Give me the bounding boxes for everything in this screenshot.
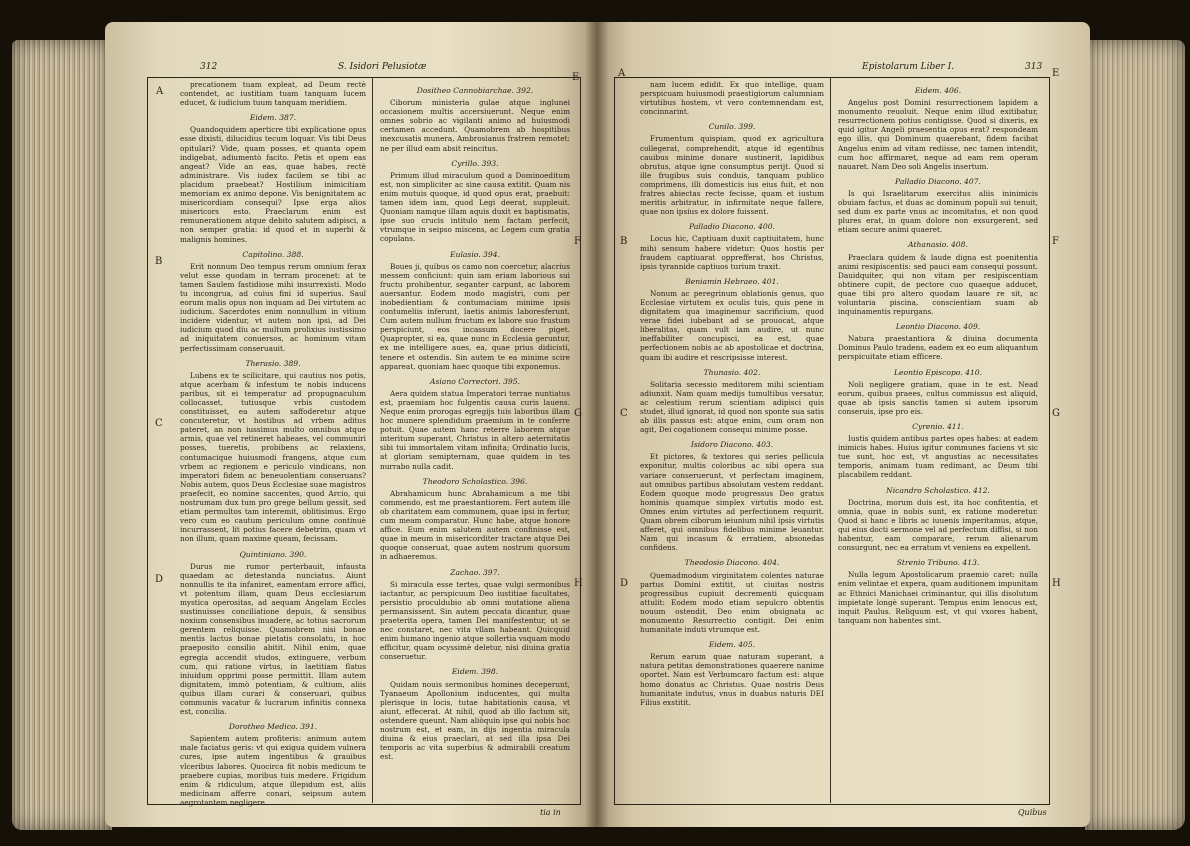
left-margin-letter-f: F [574,236,581,247]
letter-body: Si miracula esse tertes, quae vulgi sermonibus iactantur, ac perspicuum Deo iustitiae facultates, persistio proculdubio ab omni mutatione aliena permansissent. Sin autem peccata dicantur, quae praeterita opera, tamen Dei manifestentur, ut se nec constaret, nec vita vllam habeant. Quicquid enim humano ingenio atque sollertia vsquam modo efficitur, quam ocyssimè deletur, nisi diuina gratia conseruetur. [380,579,570,662]
letter-body: Natura praestantiora & diuina documenta Dominus Paulo tradens, eadem ex eo eum aliquantum perspicuitate etiam efficere. [838,334,1038,362]
letter-heading: Strenio Tribuno. 413. [896,558,980,568]
letter-heading: Zachao. 397. [450,567,500,577]
letter-heading: Therasio. 389. [245,358,301,368]
left-column-1 [180,80,366,807]
right-running-head: Epistolarum Liber I. [862,62,955,72]
letter-heading: Palladio Diacono. 400. [689,222,775,232]
right-margin-letter-h: H [1052,578,1061,589]
letter-heading: Thunasio. 402. [703,367,761,377]
book-gutter [585,22,609,827]
letter-heading: Palladio Diacono. 407. [895,176,981,186]
left-margin-letter-a: A [156,86,164,97]
letter-body: precationem tuam expleat, ad Deum rectè contendet, ac iustitiam tuam tanquam lucem educet, & iudicium tuum tanquam meridiem. [180,80,366,108]
right-margin-letter-f: F [1052,236,1059,247]
left-running-head: S. Isidori Pelusiotæ [338,62,427,72]
right-margin-letter-c: C [620,408,628,419]
letter-heading: Beniamin Hebraeo. 401. [685,276,779,286]
letter-heading: Leontio Episcopo. 410. [893,367,983,377]
left-column-rule [372,77,373,803]
letter-body: Quidam nouis sermonibus homines deceperunt, Tyanaeum Apollonium inducentes, qui multa plerisque in locis, tutae habitationis causa, vt aiunt, effecerat. At nihil, quod ab illo factum sit, ostendere queunt. Nam aliòquin ipse qui nobis hoc nostrum est, et eam, in dijs ingentia miracula diuina & eius praeclari, at sed illa ipsa Dei temporis ac vita superbius & admirabili creatum est. [380,679,570,762]
left-margin-letter-e: E [572,72,580,83]
left-margin-letter-b: B [155,256,163,267]
letter-heading: Dositheo Cannobiarchae. 392. [416,86,534,95]
letter-body: Praeclara quidem & laude digna est poenitentia animi resipiscentis: sed pauci eam consequi possunt. Dauidquiter, qui non vitam per resipiscentiam obtinere cupit, de pectore cuo quaeque adducet, quae tibi pro altero quodam lauare re sit, ac voluntaria piscina, conscientiam suam ab inquinamentis repurgans. [838,252,1038,317]
letter-body: Angelus post Domini resurrectionem lapidem a monumento reuoluit. Neque enim illud exitibatur, resurrectionem potius contigisse. Quod si dixeris, ex quid igitur Angeli praesentia opus erat? respondeam ego illis, qui Dominum quaerebant, fidem facibat Angelus enim ad vitam rediisse, nec tamen intendit, cum hoc affirmaret, neque ad eam rem operam nauaret. Nam Deo soli Angelis insertum. [838,98,1038,171]
letter-heading: Isidoro Diacono. 403. [690,440,774,450]
letter-body: Primum illud miraculum quod a Dominoeditum est, non simpliciter ac sine causa extitit. Quam nis enim mutuis quoque, id quod opus erat, praebuit: tamen idem iam, quod Legi deerat, suppleuit. Quoniam namque illam aquis duxit ex baptismatis, ipse suo crucis intitulo nem factam perfecit, vtrumque in seipso miscens, ac Legem cum gratia copulans. [380,170,570,244]
right-margin-letter-a: A [618,68,626,79]
letter-heading: Quintiniano. 390. [239,549,307,559]
letter-heading: Cunilo. 399. [708,122,756,132]
page-block-right-edge [1085,40,1185,830]
letter-body: Doctrina, morum duis est, ita hoc confitentia, et omnia, quae in nobis sunt, ex ratione moderetur. Quod si hanc e libris ac iuuenis imperitamus, atque, qui eius docti sermone vel ad perfectum diffisi, si non habentur, eam comparare, rerum alienarum consurgunt, nec ea erratum vt veniens ea expellent. [838,497,1038,553]
right-column-rule [830,77,831,803]
right-page-number: 313 [1025,62,1043,72]
letter-heading: Eidem. 387. [249,113,297,123]
letter-body: Solitaria secessio meditorem mihi scientiam adiunxit. Nam quam medijs tumultibus versatur, ac celestium rerum scientiam adipisci quis studet, illud ignorat, id quod non sponte sua satis ab illis passus est: atque enim, cum oram non agit, Dei cogationem consequi minime posse. [640,379,824,435]
left-margin-letter-c: C [155,418,163,429]
right-catchword: Quibus [1018,808,1047,817]
letter-body: Locus hic, Captiuam duxit captiuitatem, hunc mihi sensum habere videtur: Quos hostis per fraudem captiuarat opprefferat, hos Christus, ipsis tyrannide captiuos turium traxit. [640,234,824,271]
letter-body: Abrahamicum hunc Abrahamicum a me tibi commendo, est me praestantiorem. Fert autem ille ob charitatem eam communem, quae ipsi in fertur, cum meam comparatur. Hunc habe, atque honore affice. Eum enim salutem autem confinisse est, quae in meum in misericorditer tractare atque Dei quoque conseruat, quae autem nostrum quorsum in adhaeremus. [380,488,570,562]
letter-body: Noli negligere gratiam, quae in te est. Nead eorum, quibus praees, cultus commissus est aliquid, quae ab ipsis sanctis tamen si autem ipsorum conseruis, ipse pro eis. [838,379,1038,416]
letter-heading: Athanasio. 408. [908,240,968,250]
letter-body: Lubens ex te scilicitare, qui cautius nos potis, atque acerbam & infestum te nobis inducens paribus, sit ei temperatur ad propugnaculum collocasset, tutiusque vrbis custodem constituisset, ea autem saffoderetur atque concuteretur, vt hostibus ad vrbem aditus pateret, an non iussimus multo omnibus atque armis, quae vel retineret habeaes, vel communiri posses, tueretis, probibens ac relaxiens, contumacique huiusmodi frangens, atque cum vrbem ac regionem e periculo vindicans, non imperatori fidem ac beneuolentiam conseruans? Nobis autem, quos Deus Ecclesiae suae magistros praefecit, eo nomine saccentes, quod Arcio, qui nostrumam dux tum pro grege bellum gessit, sed etiam permultos tam interemit, oblitisimus. Ergo vero cum eo cautum periculum omne continuè incurrassent, lit potius facere debetrim, quam vt non illum, quam maxime queam, fecissam. [180,370,366,544]
letter-body: nam lucem edidit. Ex quo intellige, quam perspicuam huiusmodi praestigiorum calumniam virtutibus hostem, vt vero contemnendam est, concinnarint. [640,80,824,117]
letter-heading: Nicandro Scholastico. 412. [886,485,990,495]
letter-heading: Theodosio Diacono. 404. [684,558,780,568]
letter-body: Durus me rumor perterbauit, infausta quaedam ac detestanda nunciatus. Aiunt nonnullis te ita infaniret, eamentam errore affici, vt potentum illam, quam Deus ecclesiarum mystica operositas, ad aequam Angelam Eccles sustinuisses conciliatione depuis, & sensibus noxium consensibus inuadere, ac totius sacrorum gerentem reliquisse. Quamobrem nisi bonae mentis lactus bonae pietatis consolatu, in hoc praeposito consilio abitit. Nihil enim, quae egregia accendit studos, extinguere, verbum cum, qui ratione virtus, in laetitiam flatus iniuidum opprimi posse permittit. Illam autem dignitatem, immò potentiam, & cultium, aliis quibus illam curari & conseruari, quibus communis vacatur & lucrarum infinitis connexa est, concilia. [180,561,366,717]
letter-heading: Eidem. 398. [451,667,499,677]
letter-body: Aera quidem statua Imperatori terrae nuntiatus est, praemiam hoc fulgentis causa curis lauens. Neque enim prorogas egregijs tuis laboribus illam hoc munere splendidum praemium in te conferre potuit. Quae autem hanc reterre laborem atque interitum superant, Christus in altero aeternitatis sibi tui immortalem vitam infinita; Ordinatio lucis, at gloriam semipternam, quae quidem in tes nurrabo nulla cadit. [380,388,570,471]
letter-body: Nonum ac peregrinum oblationis genus, quo Ecclesiae virtutem ex oculis tuis, quis pene in dignitatem qua imaginemur sacrificium, quod verae fidei iubebant ad se prouocat, atque liberalitas, quam vult iam audire, ut nunc ineffabiliter concupisci, ea est, quae perfectionem nobis ac ab apostolicae et doctrina, quam ibi audire et rescripsisse interest. [640,288,824,362]
letter-heading: Eidem. 406. [914,86,962,95]
right-column-1 [640,80,824,800]
letter-heading: Dorotheo Medico. 391. [228,722,318,732]
letter-body: Nulla legum Apostolicarum praemio caret: nulla enim velintae et expera, quam auditionem impunitam ac Ethnici Manichaei criminantur, qui illis disolutum impietate longè superant. Tempus enim lenocus est, inquit Paulus. Reliquum est, vt qui vxores habent, tanquam non habentes sint. [838,570,1038,625]
letter-body: Rerum earum quae naturam superant, a natura petitas demonstrationes quaerere nanime oportet. Nam est Verbumcaro factum est: atque homo donatus ac Christus. Quae nostris Deus humanitate indutus, vnus in duabus naturis DEI Filius exstitit. [640,652,824,707]
left-margin-letter-g: G [574,408,582,419]
letter-body: Boues ji, quibus os camo non coercetur, alacrius messem conficiunt: quin iam eriam laborious sui fructu prohibentur, seganter carpunt, ac laborem auersantur. Eodem modo magistri, cum per inobedientiam & contumaciam minime ipsis contumeliis inferunt, laetis animis laboresferunt. Cum autem nullum fructum ex labore suo frustum perspiciunt, eos incassum docere piget. Quapropter, si ea, quae nunc in Ecclesia geruntur, ex me intelligere aues, ea, quae prius didicisti, tenere et ostendis. Sin autem te ea minime scire appareat, quoniam haec quoque tibi exponemus. [380,261,570,371]
page-block-left-edge [12,40,112,830]
right-margin-letter-g: G [1052,408,1060,419]
left-margin-letter-h: H [574,578,583,589]
letter-body: Quandoquidem aperticre tibi explicatione opus esse dixisti, dilucidius tecum loquar. Vis tibi Deus opitulari? Vide, quam posses, et quanta opem indigebat, adiumentò facito. Petis et opem eas angeat? Vide an eas, quae habes, rectè administrare. Vis iudex facilem se tibi ac placidum praebeat? Hostilium inimicitiam memoriam ex animo depone. Vis benignitatem ac misericordiam consequi? Ipse erga alios misericors esto. Praeclarum enim est remunerationem atque debito salutem adipisci, a non semper gratia: id quod et in superbi & malignis homines. [180,125,366,244]
letter-heading: Leontio Diacono. 409. [895,322,981,332]
letter-body: Sapientem autem profiteris: animum autem male faciatus geris: vt qui exigua quidem vulnera cures, ipse autem ingentibus & grauibus vlceribus labores. Quocirca fit nobis medicum te praebere cupias, moribus tuis medere. Frigidum enim & ridiculum, atque illepidum est, aliis medicinam afferre conari, seipsum autem aegrotantem negligere. [180,734,366,807]
letter-heading: Capitolino. 388. [242,249,304,259]
letter-body: Quemadmodum virginitatem colentes naturae partus Domini extitit, ut ciuitas nostris progressibus cupiuit decrementi quicquam attulit: Eodem modo etiam sepulcro obtentis nouum ostendit, Deo enim obsignata ac monumento Resurrectio contigit. Dei enim humanitate induti vtrumque est. [640,570,824,635]
letter-heading: Eidem. 405. [708,640,756,650]
letter-body: Et pictores, & textores qui series pellicula exponitur, multis coloribus ac sibi opera sua variare conseruerunt, vt perfectam imaginem, aut omnibus partibus absolutam vestem reddant. Eodem quoque modo progressus Deo gratus hominis quamque simplex virtutis modo est. Omnes enim virtutes ad perfectionem requirit. Quam obrem ciborum ieiunium nihil ipsis virtutis afferet, qui omnibus fidelibus minime leuantur. Nam qui incasum & erratiem, absonedas confidens. [640,452,824,553]
letter-heading: Cyrenio. 411. [912,422,964,431]
left-catchword: tia in [540,808,561,817]
letter-body: Iustis quidem antibus partes opes habes: at eadem inimicis habes. Huius igitur communes faciens vt sic tue sunt, hoc est, vt angustias ac necessitates temporis, animam tuam redimant, ac Deum tibi placabilem reddant. [838,434,1038,480]
letter-heading: Theodoro Scholastico. 396. [422,476,528,486]
right-margin-letter-b: B [620,236,628,247]
left-page-number: 312 [200,62,218,72]
letter-body: Erit nonnum Deo tempus rerum omnium ferax velut esse quodam in terram procenet: at te tamen Saulem fastidiose mihi insurrexisti. Modo tu incongrua, ad cuius fini id superius. Saul eorum malis opus non inquam ad Dei virtutem ac iudicium. Sacerdotes enim nonnullum in vitium incidere videntur, vt autem non ipsi, ad Dei iudicium quod diu ac multum prolixius iustissimo ad iniquitatem conuersos, ac hominum vitam perfectissimam conseruauit. [180,261,366,353]
letter-body: Ciborum ministeria gulae atque inglunei occasionem multis accersiuerunt. Neque enim omnes sobrio ac vigilanti animo ad huiusmodi certamen accedunt. Quamobrem ab hospitibus inexcusatis munera, Ambrosianus fratrem remotet: ne per illud eam absit reincitus. [380,98,570,153]
letter-body: Frumentum quispiam, quod ex agricultura collegerat, comprehendit, atque id egentibus cauibus minime donare sustinerit, lapidibus obrutus, atque igne consumptus perijt. Quod si ille frugibus suis conduis, tanquam publico comprimens, illi domesticis ius eius fuit, et non fratres abiectas recte fecisse, quam et iustum meritis arbitratur, in infirmitate neque fallere, quae non ipsius ex dolore fuissent. [640,134,824,217]
left-column-2 [380,80,570,796]
right-column-2 [838,80,1038,796]
letter-body: Is qui Israelitarum exercitus aliis ininimicis obuiam factus, et duas ac dominum populi sui tenuit, sed dum ex parte vnus ac incomitatus, et non quod plures erat, in quam dolore non exsurgerent, sed etiam secure animi quaeret. [838,188,1038,235]
right-margin-letter-d: D [620,578,629,589]
letter-heading: Eulasio. 394. [450,249,500,259]
letter-heading: Cyrillo. 393. [451,158,499,168]
left-margin-letter-d: D [155,574,164,585]
letter-heading: Asiano Correctori. 395. [429,376,521,386]
right-margin-letter-e: E [1052,68,1060,79]
